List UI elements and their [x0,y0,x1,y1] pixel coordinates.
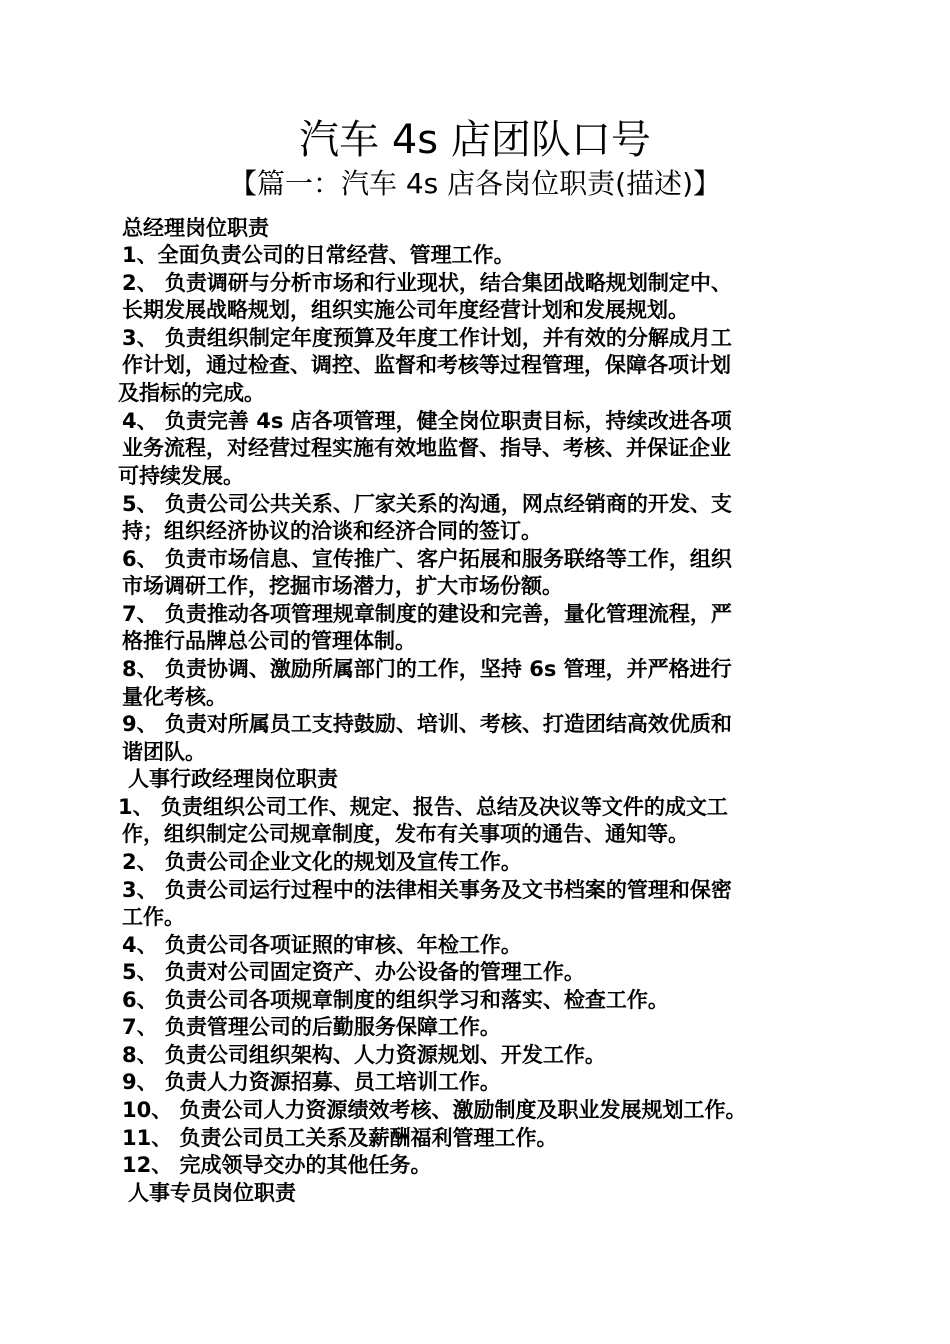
body-line: 市场调研工作，挖掘市场潜力，扩大市场份额。 [122,574,563,598]
body-line: 6、 负责市场信息、宣传推广、客户拓展和服务联络等工作，组织 [122,547,732,571]
document-subtitle: 【篇一：汽车 4s 店各岗位职责(描述)】 [228,167,722,200]
body-line: 6、 负责公司各项规章制度的组织学习和落实、检查工作。 [122,988,669,1012]
body-line: 谐团队。 [122,740,206,764]
body-line: 量化考核。 [122,685,227,709]
body-line: 11、 负责公司员工关系及薪酬福利管理工作。 [122,1126,558,1150]
body-line: 7、 负责推动各项管理规章制度的建设和完善，量化管理流程，严 [122,602,732,626]
body-line: 1、 负责组织公司工作、规定、报告、总结及决议等文件的成文工 [118,795,728,819]
body-line: 格推行品牌总公司的管理体制。 [122,629,416,653]
section-heading-hr-admin-manager: 人事行政经理岗位职责 [128,767,338,791]
body-line: 12、 完成领导交办的其他任务。 [122,1153,432,1177]
body-line: 持；组织经济协议的洽谈和经济合同的签订。 [122,519,542,543]
section-heading-general-manager: 总经理岗位职责 [122,216,269,240]
body-line: 作，组织制定公司规章制度，发布有关事项的通告、通知等。 [122,822,689,846]
body-line: 4、 负责完善 4s 店各项管理，健全岗位职责目标，持续改进各项 [122,409,732,433]
body-line: 长期发展战略规划，组织实施公司年度经营计划和发展规划。 [122,298,689,322]
body-line: 业务流程，对经营过程实施有效地监督、指导、考核、并保证企业 [122,436,731,460]
body-line: 8、 负责协调、激励所属部门的工作，坚持 6s 管理，并严格进行 [122,657,732,681]
body-line: 5、 负责公司公共关系、厂家关系的沟通，网点经销商的开发、支 [122,492,732,516]
section-heading-hr-specialist: 人事专员岗位职责 [128,1181,296,1205]
body-line: 9、 负责对所属员工支持鼓励、培训、考核、打造团结高效优质和 [122,712,732,736]
body-line: 2、 负责调研与分析市场和行业现状，结合集团战略规划制定中、 [122,271,732,295]
body-line: 作计划，通过检查、调控、监督和考核等过程管理，保障各项计划 [122,353,731,377]
body-line: 3、 负责公司运行过程中的法律相关事务及文书档案的管理和保密 [122,878,732,902]
body-line: 可持续发展。 [118,464,244,488]
body-line: 1、全面负责公司的日常经营、管理工作。 [122,243,515,267]
body-line: 及指标的完成。 [118,381,265,405]
document-title: 汽车 4s 店团队口号 [299,117,651,163]
body-line: 4、 负责公司各项证照的审核、年检工作。 [122,933,522,957]
body-line: 8、 负责公司组织架构、人力资源规划、开发工作。 [122,1043,606,1067]
body-line: 9、 负责人力资源招募、员工培训工作。 [122,1070,501,1094]
body-line: 5、 负责对公司固定资产、办公设备的管理工作。 [122,960,585,984]
body-line: 2、 负责公司企业文化的规划及宣传工作。 [122,850,522,874]
body-line: 10、 负责公司人力资源绩效考核、激励制度及职业发展规划工作。 [122,1098,747,1122]
body-line: 3、 负责组织制定年度预算及年度工作计划，并有效的分解成月工 [122,326,732,350]
body-line: 工作。 [122,905,185,929]
body-line: 7、 负责管理公司的后勤服务保障工作。 [122,1015,501,1039]
